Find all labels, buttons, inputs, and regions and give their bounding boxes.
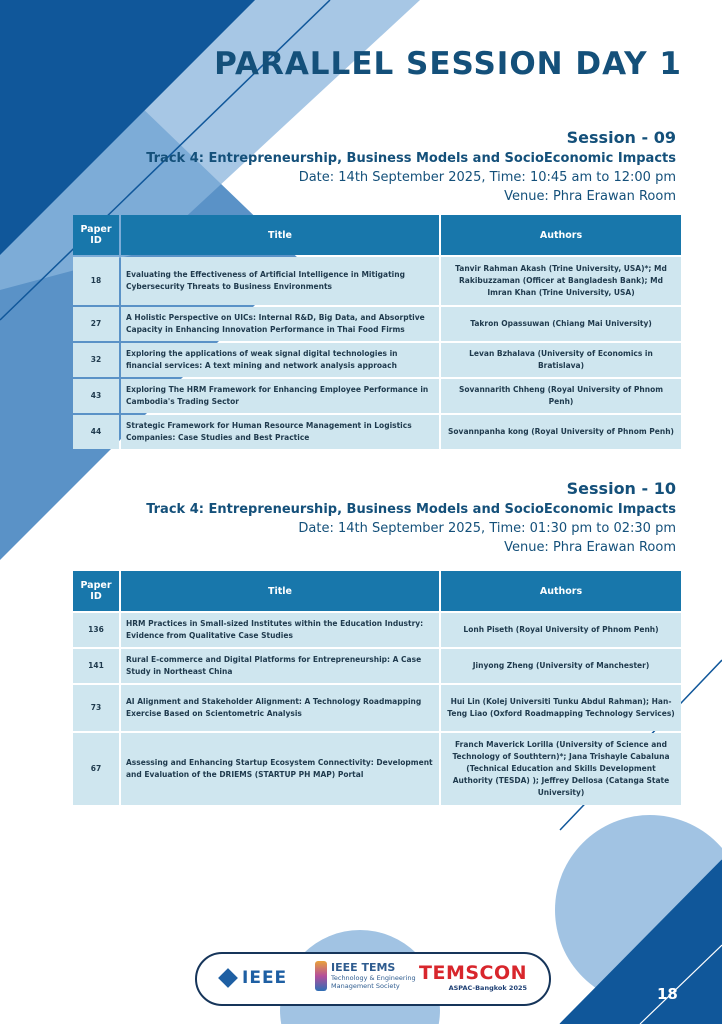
table-row (73, 257, 681, 305)
paper-id: 73 (73, 685, 119, 731)
table-row (73, 613, 681, 647)
session-10-table (71, 569, 683, 807)
session-date: Date: 14th September 2025, Time: 10:45 am to 12:00 pm (298, 170, 676, 185)
paper-title: Assessing and Enhancing Startup Ecosystem Connectivity: Development and Evaluation of the DRIEMS (STARTUP PH MAP) Portal (121, 733, 439, 805)
col-header-paper-id: Paper ID (73, 215, 119, 255)
paper-authors: Lonh Piseth (Royal University of Phnom Penh) (441, 613, 681, 647)
paper-authors: Levan Bzhalava (University of Economics in Bratislava) (441, 343, 681, 377)
footer-logo-bar (195, 952, 551, 1006)
paper-id: 18 (73, 257, 119, 305)
paper-title: Evaluating the Effectiveness of Artificial Intelligence in Mitigating Cybersecurity Threats to Business Environments (121, 257, 439, 305)
session-09-header (146, 127, 676, 206)
session-09-table (71, 213, 683, 451)
page-title: PARALLEL SESSION DAY 1 (214, 46, 682, 82)
session-venue: Venue: Phra Erawan Room (504, 540, 676, 555)
table-header-row (73, 215, 681, 255)
table-row (73, 685, 681, 731)
paper-authors: Sovannarith Chheng (Royal University of Phnom Penh) (441, 379, 681, 413)
paper-title: Strategic Framework for Human Resource Management in Logistics Companies: Case Studies and Best Practice (121, 415, 439, 449)
table-row (73, 307, 681, 341)
session-track: Track 4: Entrepreneurship, Business Models and SocioEconomic Impacts (146, 151, 676, 166)
table-row (73, 415, 681, 449)
col-header-title: Title (121, 571, 439, 611)
temscon-logo (419, 962, 527, 992)
col-header-paper-id: Paper ID (73, 571, 119, 611)
tems-logo-subtitle: Technology & Engineering Management Society (331, 974, 416, 990)
temscon-logo-subtitle: ASPAC-Bangkok 2025 (448, 984, 528, 992)
session-date: Date: 14th September 2025, Time: 01:30 pm to 02:30 pm (298, 521, 676, 536)
paper-title: Exploring The HRM Framework for Enhancing Employee Performance in Cambodia's Trading Sector (121, 379, 439, 413)
temscon-logo-name: TEMSCON (419, 962, 528, 984)
ieee-diamond-icon (218, 968, 238, 988)
paper-title: Exploring the applications of weak signal digital technologies in financial services: A text mining and network analysis approach (121, 343, 439, 377)
page-number: 18 (657, 985, 678, 1003)
table-row (73, 379, 681, 413)
session-venue: Venue: Phra Erawan Room (504, 189, 676, 204)
paper-title: HRM Practices in Small-sized Institutes within the Education Industry: Evidence from Qualitative Case Studies (121, 613, 439, 647)
col-header-title: Title (121, 215, 439, 255)
paper-title: A Holistic Perspective on UICs: Internal R&D, Big Data, and Absorptive Capacity in Enhancing Innovation Performance in Thai Food Firms (121, 307, 439, 341)
tems-logo-name: IEEE TEMS (331, 961, 396, 974)
paper-id: 67 (73, 733, 119, 805)
paper-authors: Tanvir Rahman Akash (Trine University, USA)*; Md Rakibuzzaman (Officer at Bangladesh Bank); Md Imran Khan (Trine University, USA) (441, 257, 681, 305)
paper-authors: Jinyong Zheng (University of Manchester) (441, 649, 681, 683)
paper-id: 141 (73, 649, 119, 683)
paper-authors: Hui Lin (Kolej Universiti Tunku Abdul Rahman); Han-Teng Liao (Oxford Roadmapping Technology Services) (441, 685, 681, 731)
col-header-authors: Authors (441, 215, 681, 255)
paper-id: 44 (73, 415, 119, 449)
session-name: Session - 09 (566, 128, 676, 147)
paper-authors: Franch Maverick Lorilla (University of Science and Technology of Southtern)*; Jana Trishayle Cabaluna (Technical Education and Skills Development Authority (TESDA) ); Jeffrey Dellosa (Catanga State University) (441, 733, 681, 805)
table-row (73, 649, 681, 683)
paper-id: 43 (73, 379, 119, 413)
tems-mark-icon (315, 961, 327, 991)
paper-authors: Takron Opassuwan (Chiang Mai University) (441, 307, 681, 341)
ieee-logo (221, 968, 287, 988)
ieee-logo-text: IEEE (242, 968, 288, 988)
paper-id: 136 (73, 613, 119, 647)
table-header-row (73, 571, 681, 611)
paper-id: 27 (73, 307, 119, 341)
paper-title: AI Alignment and Stakeholder Alignment: A Technology Roadmapping Exercise Based on Scientometric Analysis (121, 685, 439, 731)
session-10-header (146, 478, 676, 557)
tems-logo (315, 961, 426, 991)
col-header-authors: Authors (441, 571, 681, 611)
session-name: Session - 10 (566, 479, 676, 498)
paper-title: Rural E-commerce and Digital Platforms for Entrepreneurship: A Case Study in Northeast China (121, 649, 439, 683)
paper-authors: Sovannpanha kong (Royal University of Phnom Penh) (441, 415, 681, 449)
table-row (73, 733, 681, 805)
table-row (73, 343, 681, 377)
paper-id: 32 (73, 343, 119, 377)
session-track: Track 4: Entrepreneurship, Business Models and SocioEconomic Impacts (146, 502, 676, 517)
